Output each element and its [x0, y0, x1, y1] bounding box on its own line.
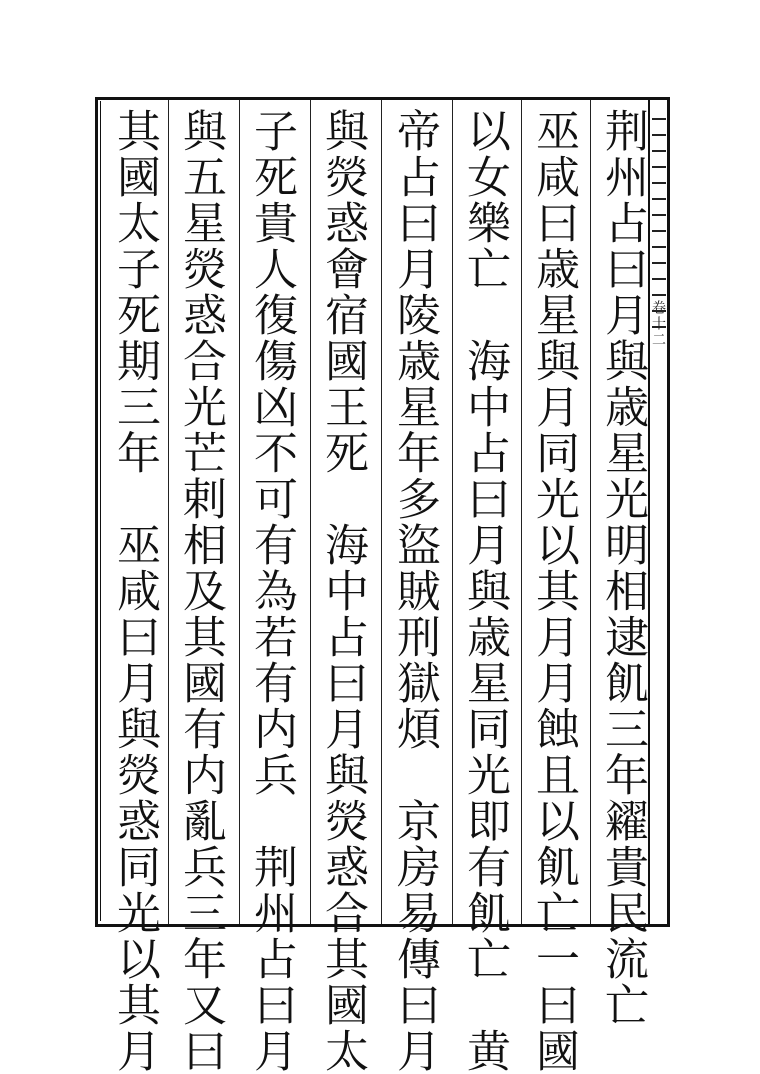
column-rule	[590, 100, 591, 924]
text-column-6: 子死貴人復傷凶不可有為若有内兵 荆州占曰月	[246, 108, 297, 1074]
text-column-8: 其國太子死期三年 巫咸曰月與熒惑同光以其月	[109, 108, 160, 1074]
text-column-2: 巫咸曰歳星與月同光以其月月蝕且以飢亡一曰國	[528, 108, 579, 1074]
text-column-3: 以女樂亡 海中占曰月與歳星同光即有飢亡 黄	[459, 108, 510, 1074]
gutter-label: 卷十二	[650, 300, 666, 348]
column-rule	[521, 100, 522, 924]
text-column-5: 與熒惑會宿國王死 海中占曰月與熒惑合其國太	[317, 108, 368, 1074]
text-column-7: 與五星熒惑合光芒剌相及其國有内亂兵三年又曰	[175, 108, 226, 1074]
column-rule	[168, 100, 169, 924]
text-column-1: 荆州占曰月與歳星光明相逮飢三年糴貴民流亡	[597, 108, 648, 1028]
text-column-4: 帝占曰月陵歳星年多盜賊刑獄煩 京房易傳曰月	[389, 108, 440, 1074]
column-rule	[452, 100, 453, 924]
column-rule	[381, 100, 382, 924]
column-rule	[239, 100, 240, 924]
column-rule	[310, 100, 311, 924]
